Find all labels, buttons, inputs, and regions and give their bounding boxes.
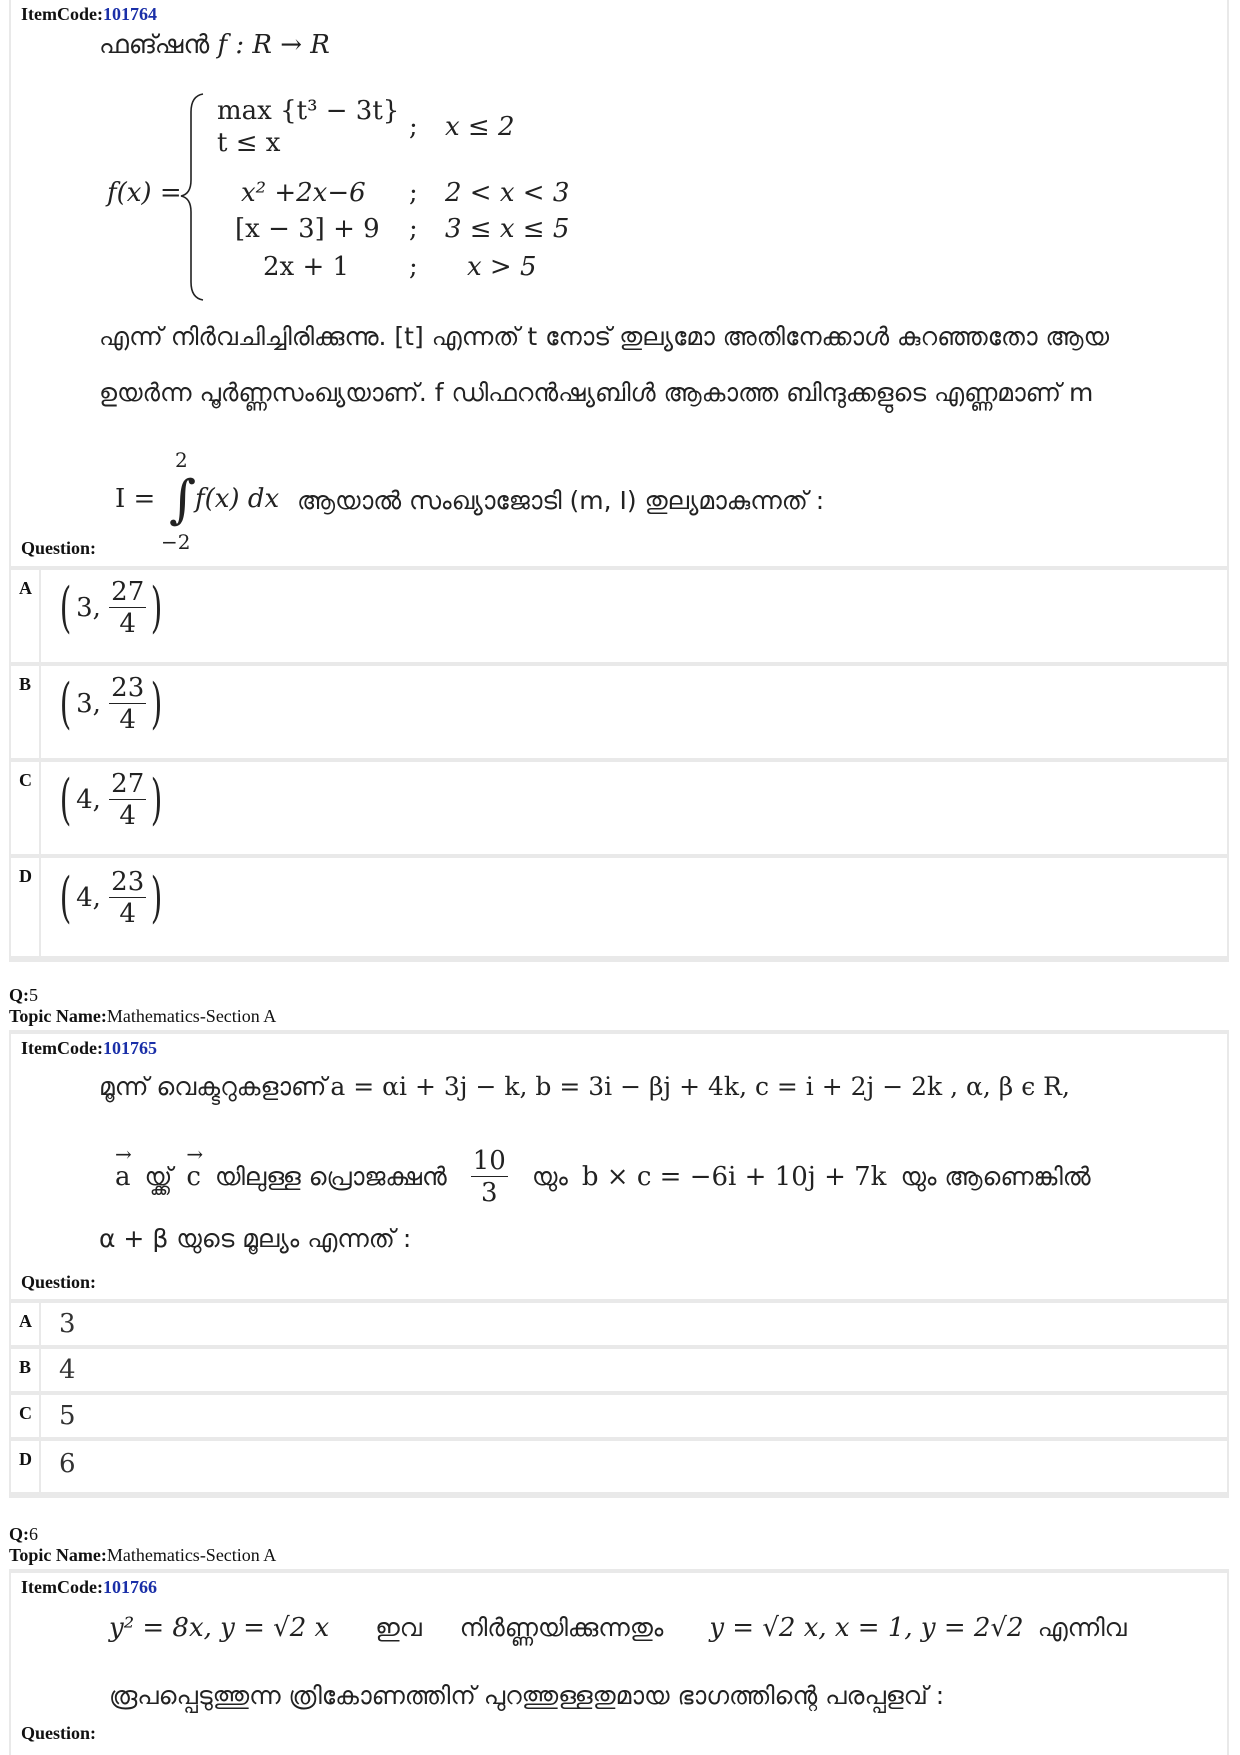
case-3-expr: [x − 3] + 9 bbox=[235, 214, 380, 244]
option-letter: D bbox=[11, 858, 39, 956]
topic-name: Topic Name:Mathematics-Section A bbox=[9, 1545, 277, 1565]
option-value: ( 3, $\frac{23}{4}$ ) bbox=[59, 672, 163, 735]
case-2-cond: 2 < x < 3 bbox=[445, 178, 570, 208]
text-line-3: ആയാൽ സംഖ്യാജോടി (m, I) തുല്യമാകുന്നത് : bbox=[297, 486, 825, 515]
question-area bbox=[11, 1573, 1227, 1755]
option-d[interactable] bbox=[11, 1441, 1227, 1492]
case-1-sep: ; bbox=[409, 112, 418, 142]
text-line-2: രൂപപ്പെടുത്തുന്ന ത്രികോണത്തിന് പുറത്തുള്ളതുമായ ഭാഗത്തിന്റെ പരപ്പളവ് : bbox=[109, 1681, 945, 1710]
option-c[interactable] bbox=[11, 1395, 1227, 1437]
item-code: ItemCode:101764 bbox=[21, 4, 157, 24]
case-4-sep: ; bbox=[409, 252, 418, 282]
integral-upper: 2 bbox=[175, 448, 188, 472]
option-letter: C bbox=[11, 1395, 39, 1437]
integral-body: f(x) dx bbox=[195, 484, 280, 514]
option-letter: B bbox=[11, 666, 39, 758]
case-2-expr: x² +2x−6 bbox=[241, 178, 366, 208]
vectors-line: മൂന്ന് വെക്ടറുകളാണ് a = αi + 3j − k, b = 3i − βj + 4k, c = i + 2j − 2k , α, β ϵ R, bbox=[99, 1072, 1070, 1101]
option-value: 4 bbox=[59, 1355, 76, 1385]
option-letter: D bbox=[11, 1441, 39, 1492]
question-block-4 bbox=[9, 0, 1229, 962]
question-label: Question: bbox=[21, 1723, 97, 1743]
intro-line: ഫങ്ഷൻ f : R → R bbox=[99, 30, 330, 60]
option-value: 6 bbox=[59, 1449, 76, 1479]
option-value: 3 bbox=[59, 1309, 76, 1339]
option-a[interactable] bbox=[11, 1303, 1227, 1345]
topic-name: Topic Name:Mathematics-Section A bbox=[9, 1006, 277, 1026]
case-1-sub: t ≤ x bbox=[217, 128, 281, 158]
option-d[interactable] bbox=[11, 858, 1227, 956]
case-4-expr: 2x + 1 bbox=[263, 252, 350, 282]
question-block-6 bbox=[9, 1569, 1229, 1755]
text-line-3: α + β യുടെ മൂല്യം എന്നത് : bbox=[99, 1224, 412, 1253]
option-letter: B bbox=[11, 1349, 39, 1391]
question-area bbox=[11, 0, 1227, 566]
integral-sign-icon: ∫ bbox=[169, 470, 197, 530]
question-number: Q:5 bbox=[9, 985, 38, 1005]
question-area bbox=[11, 1034, 1227, 1299]
case-3-cond: 3 ≤ x ≤ 5 bbox=[445, 214, 570, 244]
option-b[interactable] bbox=[11, 1349, 1227, 1391]
option-value: ( 4, $\frac{23}{4}$ ) bbox=[59, 866, 163, 929]
option-letter: A bbox=[11, 1303, 39, 1345]
case-1-expr: max {t³ − 3t} bbox=[217, 96, 400, 126]
option-a[interactable] bbox=[11, 570, 1227, 662]
question-label: Question: bbox=[21, 1272, 97, 1292]
option-b[interactable] bbox=[11, 666, 1227, 758]
option-value: 5 bbox=[59, 1401, 76, 1431]
case-2-sep: ; bbox=[409, 178, 418, 208]
option-letter: C bbox=[11, 762, 39, 854]
curves-line: y² = 8x, y = √2 x ഇവ നിർണ്ണയിക്കുന്നതും y = √2 x, x = 1, y = 2√2 എന്നിവ bbox=[109, 1613, 1127, 1643]
case-3-sep: ; bbox=[409, 214, 418, 244]
question-number: Q:6 bbox=[9, 1524, 38, 1544]
projection-line: → a യ്ക്ക് → c യിലുള്ള പ്രൊജക്ഷൻ $\frac{10}{3}$ യും b × c = −6i + 10j + 7k യും ആണെങ്കിൽ bbox=[115, 1148, 1091, 1206]
piecewise-brace bbox=[179, 92, 209, 302]
text-line-2: ഉയർന്ന പൂർണ്ണസംഖ്യയാണ്. f ഡിഫറൻഷ്യബിൾ ആകാത്ത ബിന്ദുക്കളുടെ എണ്ണമാണ് m bbox=[99, 378, 1094, 407]
option-letter: A bbox=[11, 570, 39, 662]
question-block-5 bbox=[9, 1030, 1229, 1498]
fx-label: f(x) = bbox=[107, 178, 182, 208]
item-code: ItemCode:101766 bbox=[21, 1577, 157, 1597]
text-line-1: എന്ന് നിർവചിച്ചിരിക്കുന്നു. [t] എന്നത് t നോട് തുല്യമോ അതിനേക്കാൾ കുറഞ്ഞതോ ആയ bbox=[99, 322, 1110, 351]
integral-lower: −2 bbox=[161, 530, 191, 554]
option-c[interactable] bbox=[11, 762, 1227, 854]
integral-lhs: I = bbox=[115, 484, 156, 514]
case-4-cond: x > 5 bbox=[467, 252, 537, 282]
item-code: ItemCode:101765 bbox=[21, 1038, 157, 1058]
option-value: ( 3, $\frac{27}{4}$ ) bbox=[59, 576, 163, 639]
question-label: Question: bbox=[21, 538, 97, 558]
case-1-cond: x ≤ 2 bbox=[445, 112, 515, 142]
option-value: ( 4, $\frac{27}{4}$ ) bbox=[59, 768, 163, 831]
